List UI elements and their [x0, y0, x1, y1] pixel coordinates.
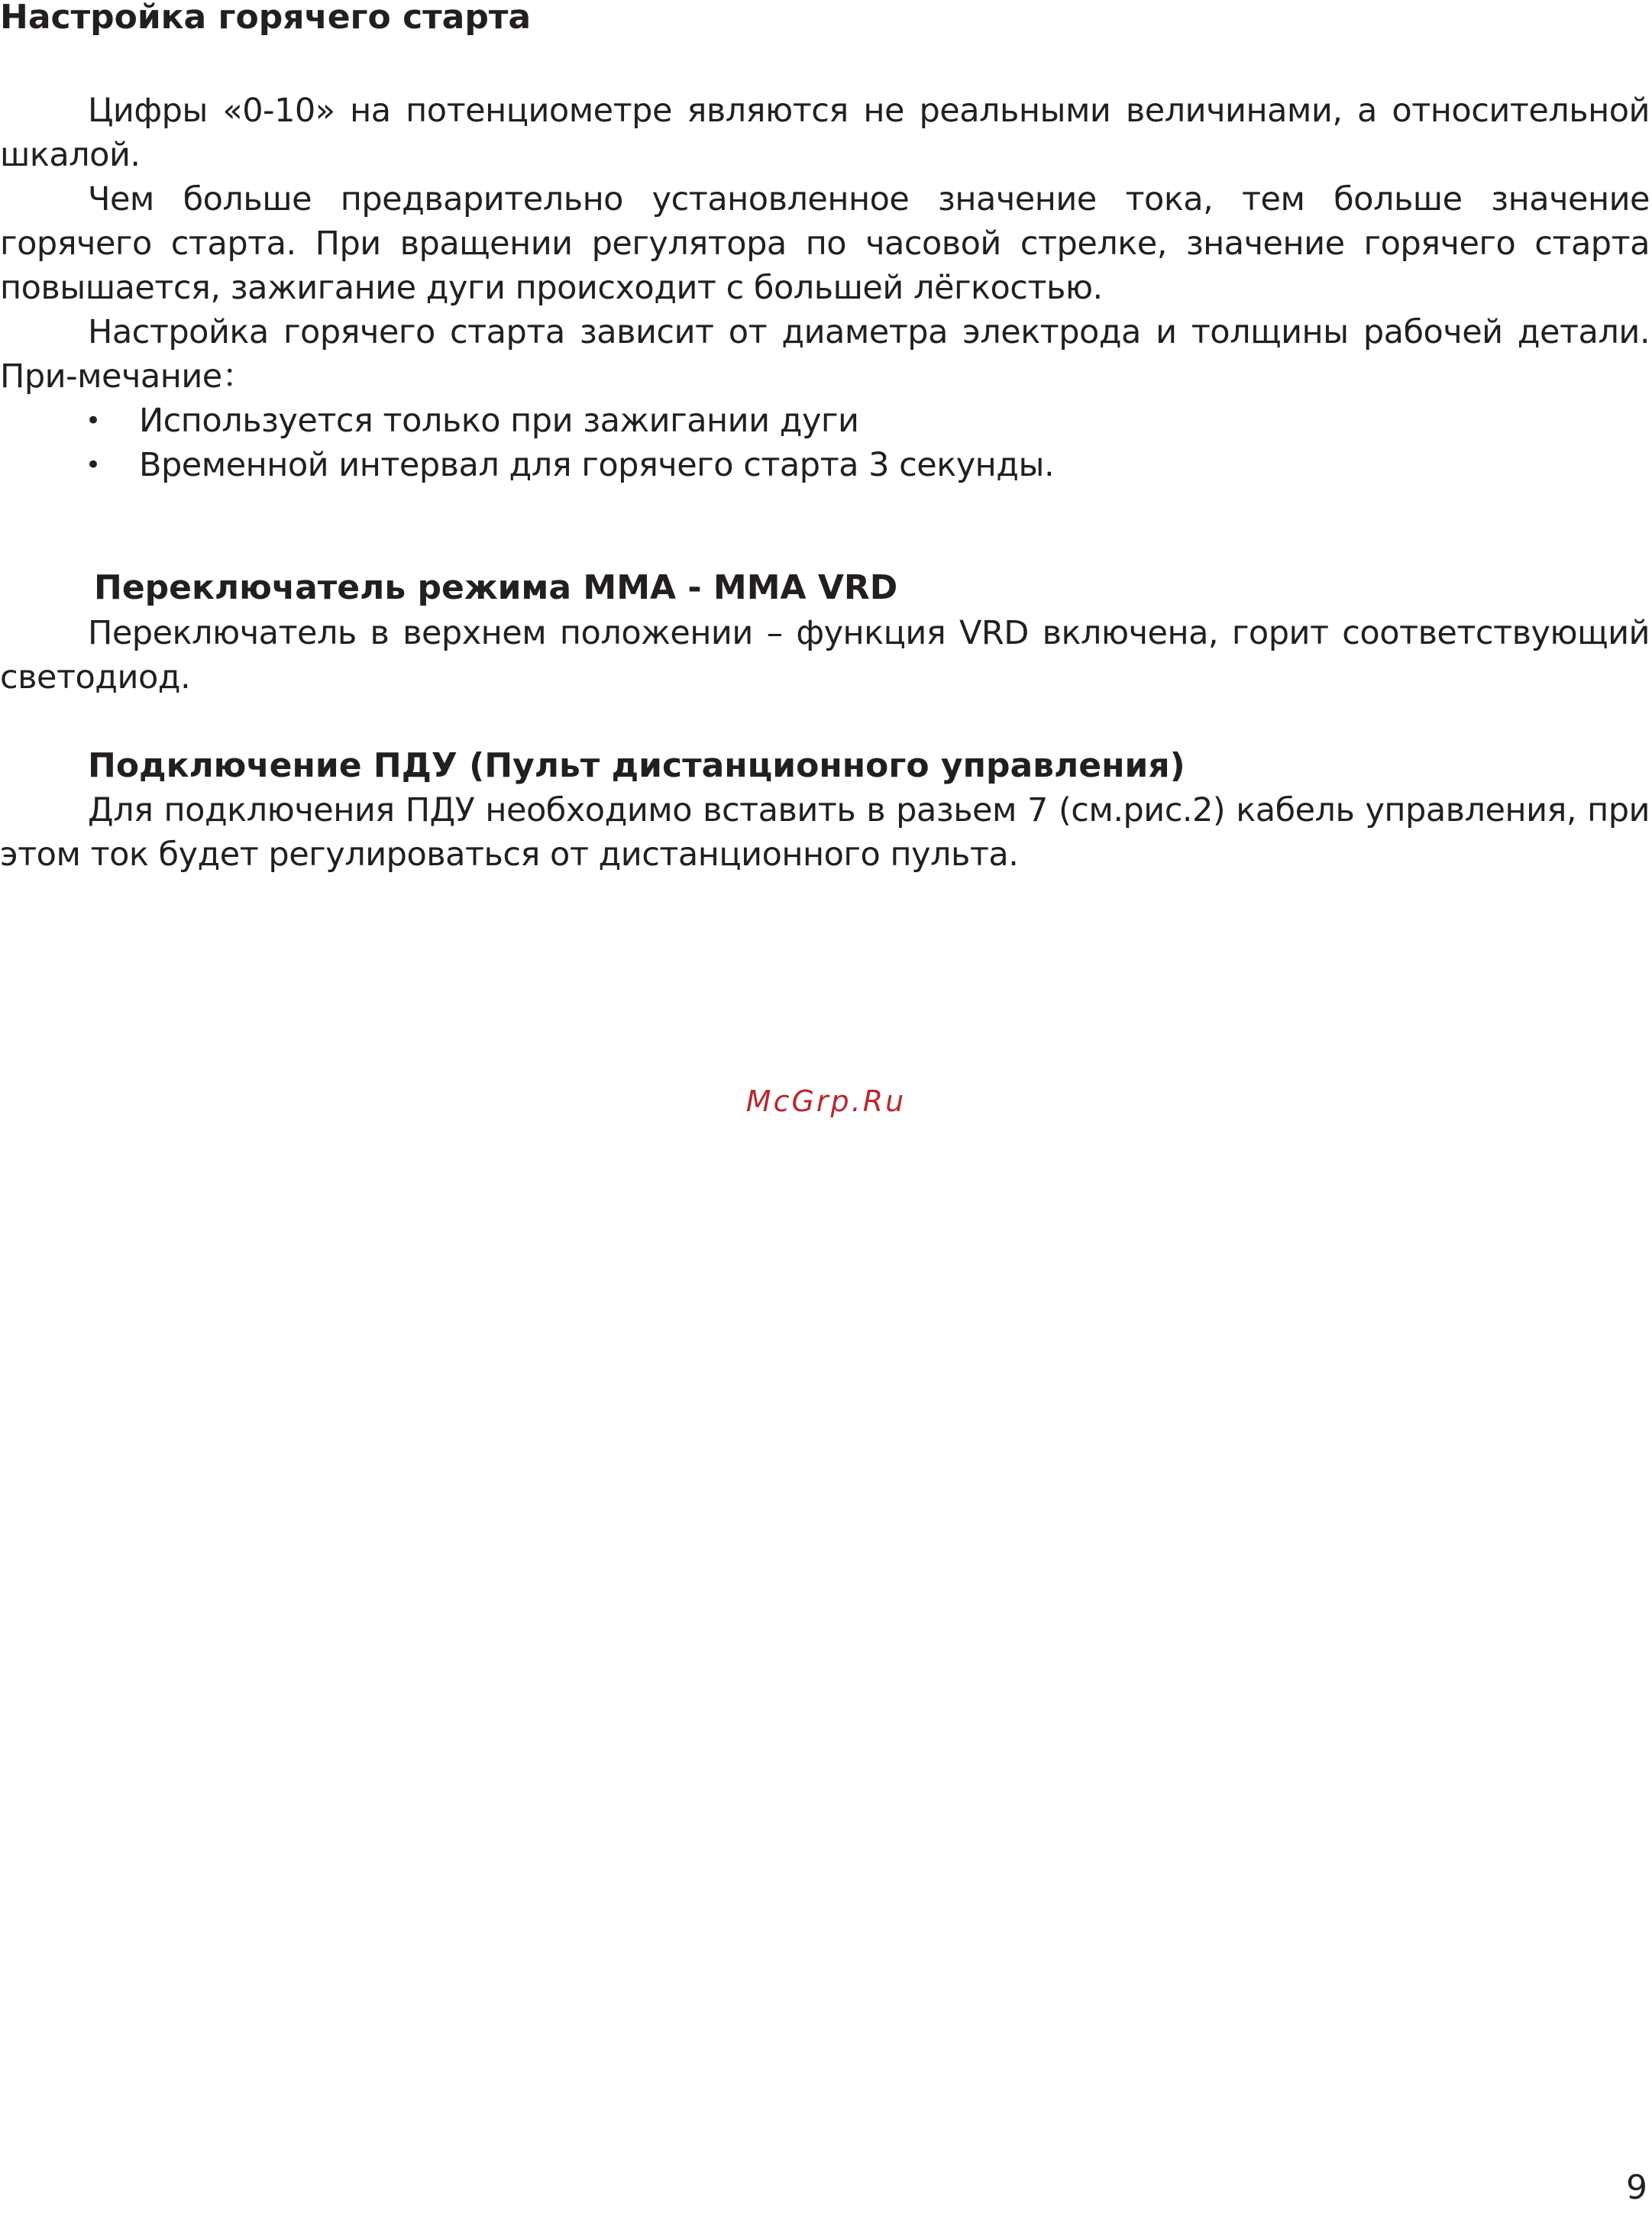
- section-heading-hot-start: Настройка горячего старта: [0, 0, 532, 37]
- list-item: [0, 443, 1650, 487]
- list-item: [0, 399, 1650, 443]
- section-body-vrd-switch: [0, 611, 1650, 700]
- list-item-text: Используется только при зажигании дуги: [139, 402, 859, 440]
- section-body-hot-start: [0, 89, 1650, 487]
- paragraph: Чем больше предварительно установленное значение тока, тем больше значение горячего старта. При вращении регулятора по часовой стрелке, значение горячего старта повышается, зажигание дуги происходит с большей лёгкостью.: [0, 180, 1650, 307]
- section-heading-remote-control: Подключение ПДУ (Пульт дистанционного управления): [88, 746, 1185, 785]
- bullet-icon: •: [86, 450, 101, 480]
- section-heading-vrd-switch: Переключатель режима MMA - MMA VRD: [94, 568, 898, 607]
- paragraph: Переключатель в верхнем положении – функция VRD включена, горит соответствующий светодиод.: [0, 614, 1650, 697]
- bullet-icon: •: [86, 406, 101, 436]
- list-item-text: Временной интервал для горячего старта 3 секунды.: [139, 446, 1055, 484]
- page-number: 9: [1626, 2168, 1647, 2207]
- paragraph: Для подключения ПДУ необходимо вставить в разьем 7 (см.рис.2) кабель управления, при этом ток будет регулироваться от дистанционного пульта.: [0, 791, 1650, 874]
- section-body-remote-control: [0, 788, 1650, 877]
- watermark: McGrp.Ru: [745, 1084, 907, 1118]
- bullet-list: [0, 399, 1650, 487]
- paragraph: Цифры «0-10» на потенциометре являются не реальными величинами, а относительной шкалой.: [0, 92, 1650, 174]
- paragraph: Настройка горячего старта зависит от диаметра электрода и толщины рабочей детали. При-мечание：: [0, 313, 1650, 396]
